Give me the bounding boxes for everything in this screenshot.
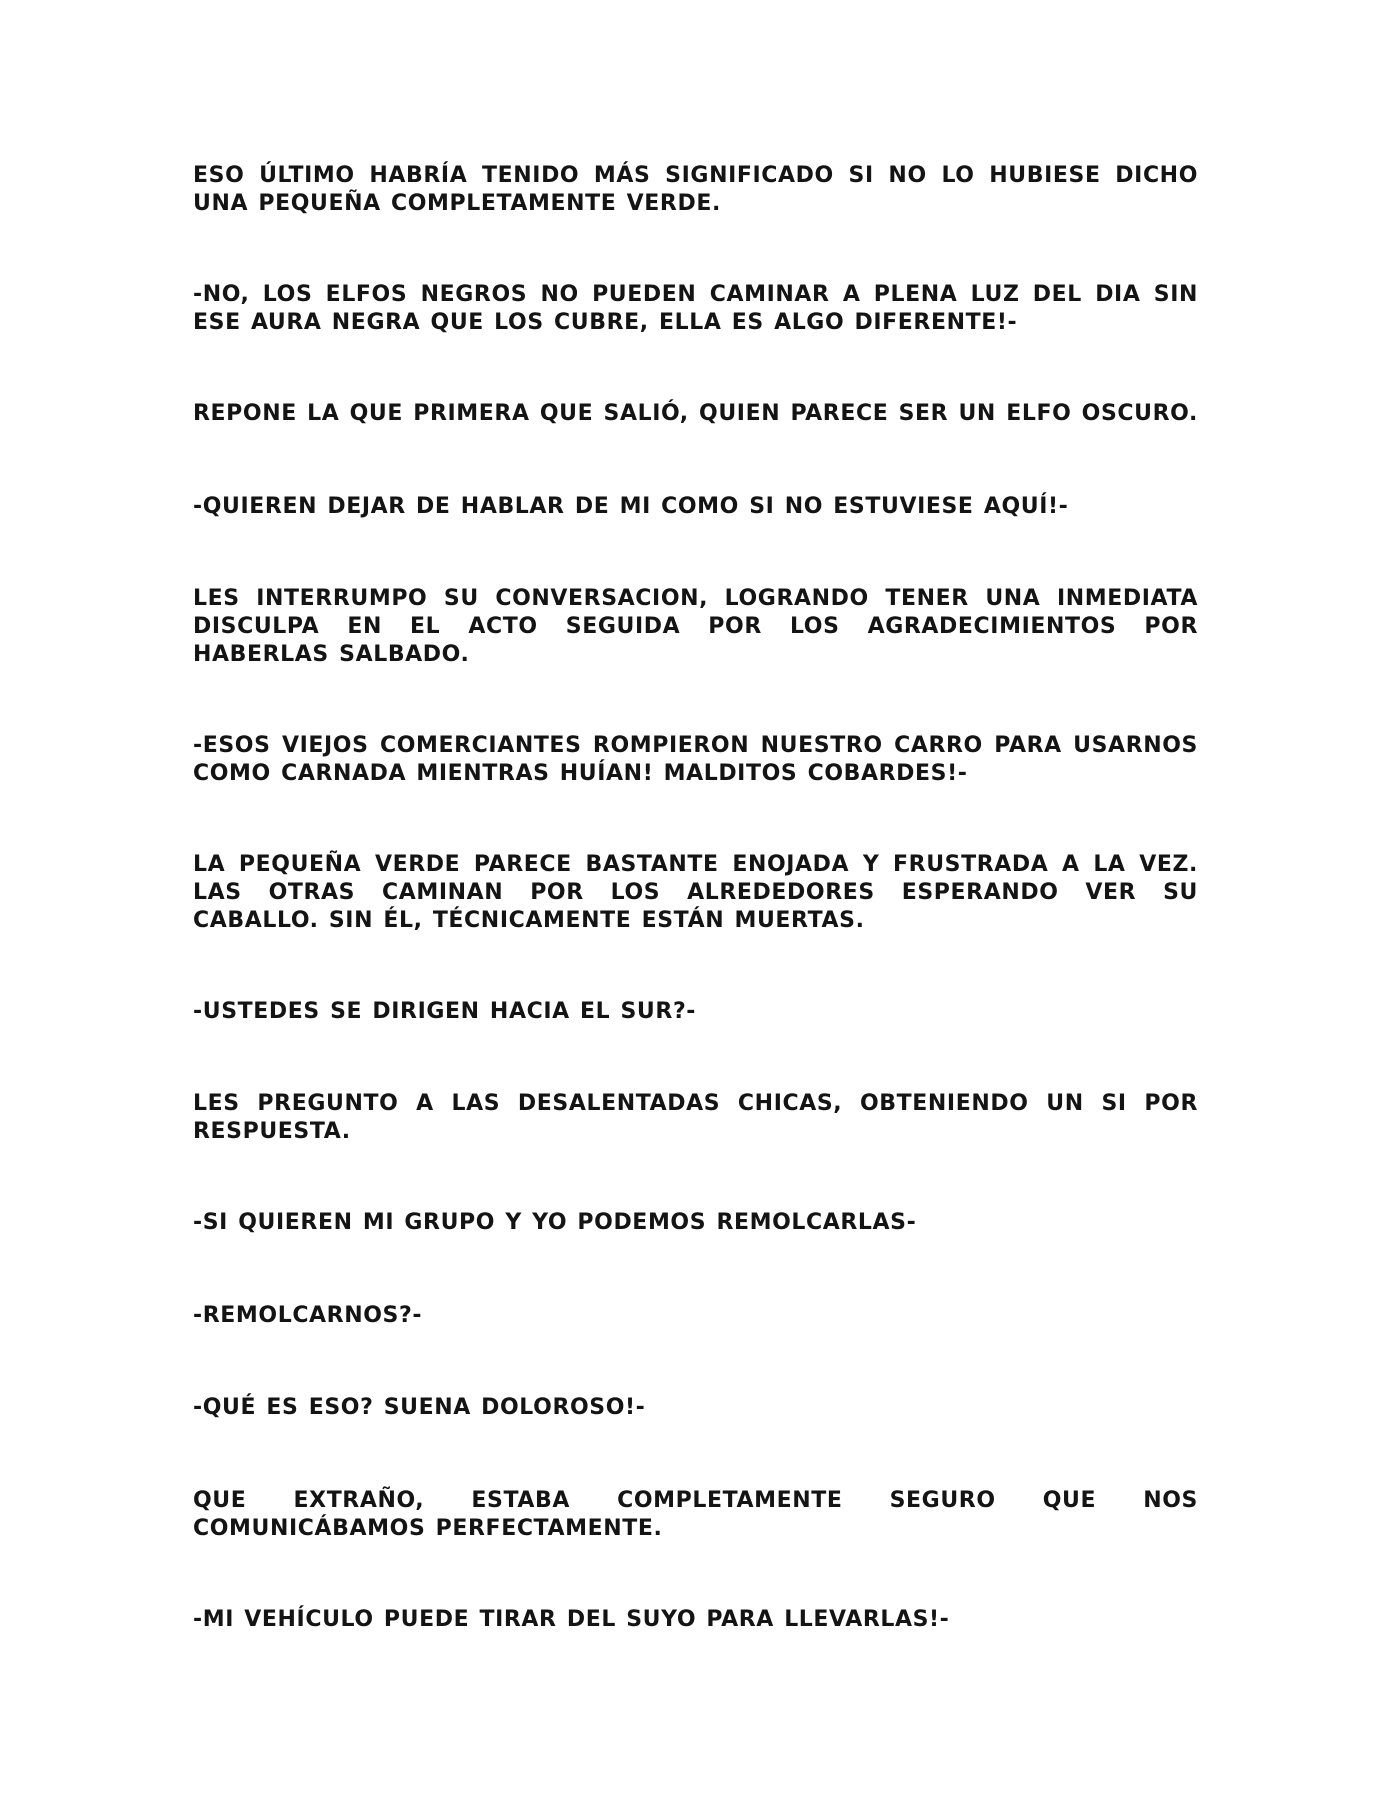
paragraph: ESO ÚLTIMO HABRÍA TENIDO MÁS SIGNIFICADO SI NO LO HUBIESE DICHO UNA PEQUEÑA COMPLETAMENTE VERDE.	[193, 163, 1198, 216]
dialogue-line: -ESOS VIEJOS COMERCIANTES ROMPIERON NUESTRO CARRO PARA USARNOS COMO CARNADA MIENTRAS HUÍAN! MALDITOS COBARDES!-	[193, 733, 1198, 786]
dialogue-line: -QUÉ ES ESO? SUENA DOLOROSO!-	[193, 1395, 646, 1420]
dialogue-line: -REMOLCARNOS?-	[193, 1303, 423, 1328]
dialogue-line: -USTEDES SE DIRIGEN HACIA EL SUR?-	[193, 999, 697, 1024]
paragraph: LA PEQUEÑA VERDE PARECE BASTANTE ENOJADA Y FRUSTRADA A LA VEZ. LAS OTRAS CAMINAN POR LOS ALREDEDORES ESPERANDO VER SU CABALLO. SIN ÉL, TÉCNICAMENTE ESTÁN MUERTAS.	[193, 852, 1198, 933]
dialogue-line: -SI QUIEREN MI GRUPO Y YO PODEMOS REMOLCARLAS-	[193, 1210, 917, 1235]
paragraph: LES INTERRUMPO SU CONVERSACION, LOGRANDO TENER UNA INMEDIATA DISCULPA EN EL ACTO SEGUIDA POR LOS AGRADECIMIENTOS POR HABERLAS SALBADO.	[193, 586, 1198, 667]
paragraph: QUE EXTRAÑO, ESTABA COMPLETAMENTE SEGURO QUE NOS COMUNICÁBAMOS PERFECTAMENTE.	[193, 1488, 1198, 1541]
dialogue-line: -NO, LOS ELFOS NEGROS NO PUEDEN CAMINAR A PLENA LUZ DEL DIA SIN ESE AURA NEGRA QUE LOS CUBRE, ELLA ES ALGO DIFERENTE!-	[193, 282, 1198, 335]
dialogue-line: -MI VEHÍCULO PUEDE TIRAR DEL SUYO PARA LLEVARLAS!-	[193, 1607, 950, 1632]
dialogue-line: -QUIEREN DEJAR DE HABLAR DE MI COMO SI NO ESTUVIESE AQUÍ!-	[193, 494, 1069, 519]
paragraph: REPONE LA QUE PRIMERA QUE SALIÓ, QUIEN PARECE SER UN ELFO OSCURO.	[193, 401, 1198, 426]
paragraph: LES PREGUNTO A LAS DESALENTADAS CHICAS, OBTENIENDO UN SI POR RESPUESTA.	[193, 1091, 1198, 1144]
